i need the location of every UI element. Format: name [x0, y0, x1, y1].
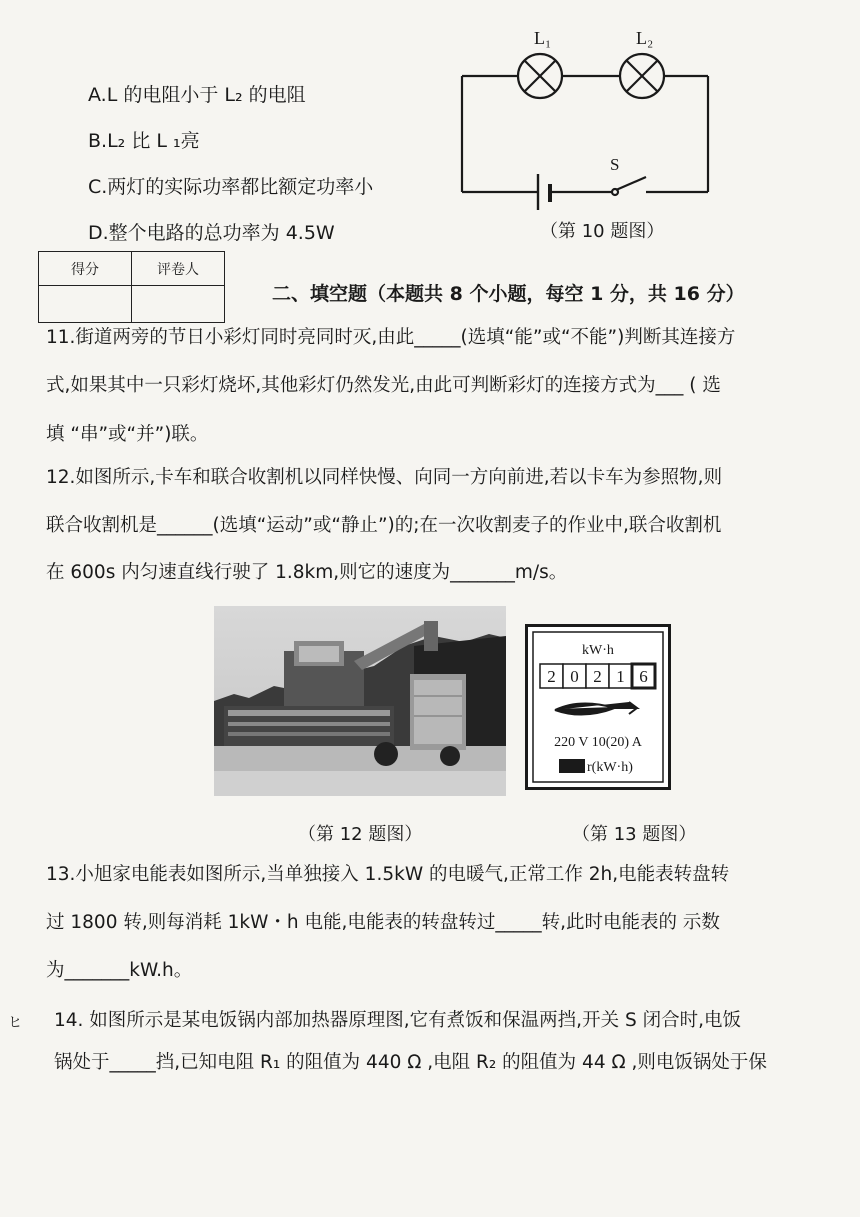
q12-line3: 在 600s 内匀速直线行驶了 1.8km,则它的速度为_______m/s。	[46, 562, 568, 583]
q14-line2: 锅处于_____挡,已知电阻 R₁ 的阻值为 440 Ω ,电阻 R₂ 的阻值为 44 Ω ,则电饭锅处于保	[54, 1052, 767, 1073]
score-header: 得分	[39, 252, 132, 286]
option-a: A.L 的电阻小于 L₂ 的电阻	[88, 84, 306, 106]
electric-meter	[525, 624, 671, 790]
caption-fig13: （第 13 题图）	[572, 824, 697, 845]
lamp-l1-icon	[518, 54, 562, 98]
grader-cell[interactable]	[132, 286, 225, 323]
label-l2: L₂	[636, 28, 654, 48]
battery-icon	[538, 174, 550, 210]
grader-header: 评卷人	[132, 252, 225, 286]
q13-line2: 过 1800 转,则每消耗 1kW・h 电能,电能表的转盘转过_____转,此时电能表的 示数	[46, 912, 720, 933]
meter-rating: 220 V 10(20) A	[554, 735, 642, 750]
circuit-diagram-fig10	[440, 20, 740, 210]
harvester-photo	[214, 606, 506, 796]
q11-line1: 11.街道两旁的节日小彩灯同时亮同时灭,由此_____(选填“能”或“不能”)判断其连接方	[46, 327, 736, 348]
option-d: D.整个电路的总功率为 4.5W	[88, 222, 335, 244]
q13-line1: 13.小旭家电能表如图所示,当单独接入 1.5kW 的电暖气,正常工作 2h,电能表转盘转	[46, 864, 730, 885]
meter-unit: kW·h	[582, 643, 614, 658]
meter-digit: 1	[616, 667, 625, 686]
meter-digit: 2	[593, 667, 602, 686]
option-c: C.两灯的实际功率都比额定功率小	[88, 176, 374, 198]
meter-digit: 6	[639, 667, 648, 686]
lamp-l2-icon	[620, 54, 664, 98]
section-title: 二、填空题（本题共 8 个小题，每空 1 分，共 16 分）	[272, 283, 745, 305]
meter-rev-unit: r(kW·h)	[587, 760, 633, 775]
meter-digit: 2	[547, 667, 556, 686]
option-b: B.L₂ 比 L ₁亮	[88, 130, 200, 152]
label-l1: L₁	[534, 28, 552, 48]
q13-line3: 为_______kW.h。	[46, 960, 193, 981]
q12-line1: 12.如图所示,卡车和联合收割机以同样快慢、向同一方向前进,若以卡车为参照物,则	[46, 467, 723, 488]
meter-digit: 0	[570, 667, 579, 686]
q11-line2: 式,如果其中一只彩灯烧坏,其他彩灯仍然发光,由此可判断彩灯的连接方式为___ ( 选	[46, 375, 721, 396]
margin-mark: ヒ	[8, 1015, 22, 1031]
switch-icon	[612, 177, 646, 195]
score-table	[38, 251, 225, 323]
q14-line1: 14. 如图所示是某电饭锅内部加热器原理图,它有煮饭和保温两挡,开关 S 闭合时,电饭	[54, 1010, 741, 1031]
label-s: S	[610, 155, 620, 174]
caption-fig10: （第 10 题图）	[540, 221, 665, 242]
caption-fig12: （第 12 题图）	[298, 824, 423, 845]
score-cell[interactable]	[39, 286, 132, 323]
meter-constant-redacted	[559, 759, 585, 773]
q12-line2: 联合收割机是______(选填“运动”或“静止”)的;在一次收割麦子的作业中,联合收割机	[46, 515, 722, 536]
q11-line3: 填 “串”或“并”)联。	[46, 424, 209, 445]
